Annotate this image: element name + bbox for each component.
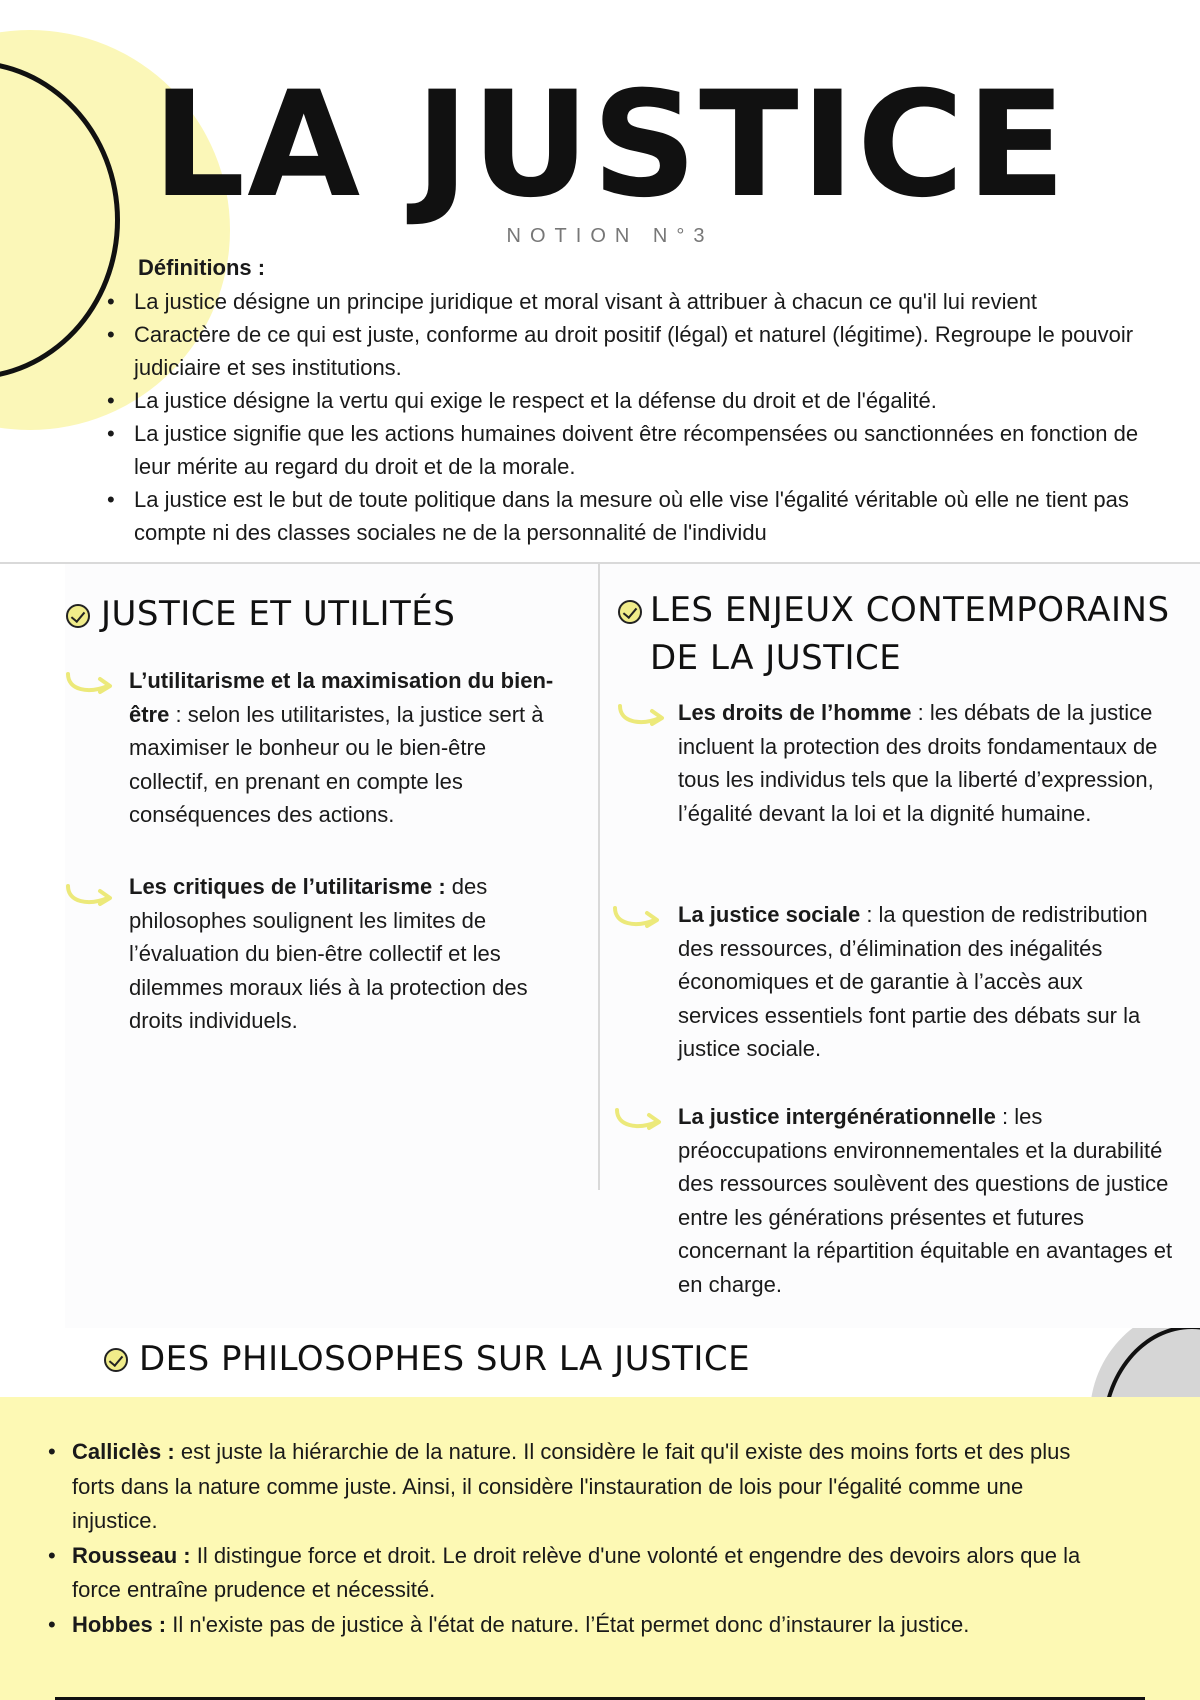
definition-item: • Caractère de ce qui est juste, conforme au droit positif (légal) et naturel (légitime). Regroupe le pouvoir judiciaire et ses institutions. [134,318,1154,384]
list-item [678,1100,1178,1301]
list-item [129,664,559,832]
curved-arrow-icon [611,902,663,932]
curved-arrow-icon [613,1104,665,1134]
definition-item: • La justice désigne un principe juridique et moral visant à attribuer à chacun ce qu'il lui revient [134,285,1154,318]
item-text: : les débats de la justice incluent la protection des droits fondamentaux de tous les individus tels que la liberté d’expression, l’égalité devant la loi et la dignité humaine. [678,700,1158,826]
section-title-philosophes: DES PHILOSOPHES SUR LA JUSTICE [139,1339,751,1379]
section-title-line: DE LA JUSTICE [650,638,902,678]
section-title-utilites: JUSTICE ET UTILITÉS [101,594,456,634]
check-circle-icon [66,604,90,628]
column-divider [598,563,600,1190]
philosopher-name: Rousseau : [72,1542,191,1568]
curved-arrow-icon [64,668,116,698]
list-item [72,1435,1092,1539]
check-circle-icon [104,1348,128,1372]
section-title-line: LES ENJEUX CONTEMPORAINS [650,590,1170,630]
definition-item: • La justice désigne la vertu qui exige le respect et la défense du droit et de l'égalité. [134,384,1154,417]
list-item [72,1608,1092,1643]
list-item [72,1539,1092,1608]
definition-item: • La justice signifie que les actions humaines doivent être récompensées ou sanctionnées en fonction de leur mérite au regard du droit et de la morale. [134,417,1154,483]
item-title: La justice intergénérationnelle [678,1104,996,1129]
curved-arrow-icon [64,880,116,910]
page-subtitle: NOTION N°3 [506,225,714,247]
item-text: : selon les utilitaristes, la justice sert à maximiser le bonheur ou le bien-être collectif, en prenant en compte les conséquences des actions. [129,701,544,827]
item-text: Il distingue force et droit. Le droit relève d'une volonté et engendre des devoirs alors que la force entraîne prudence et nécessité. [72,1542,1081,1602]
item-text: des philosophes soulignent les limites de l’évaluation du bien-être collectif et les dilemmes moraux liés à la protection des droits individuels. [129,874,528,1033]
item-text: est juste la hiérarchie de la nature. Il considère le fait qu'il existe des moins forts et des plus forts dans la nature comme juste. Ainsi, il considère l'instauration de lois pour l'égalité comme une injustice. [72,1439,1071,1533]
section-title-enjeux [650,586,1170,682]
page-title: LA JUSTICE [152,60,1068,230]
curved-arrow-icon [616,700,668,730]
section-divider [0,562,1200,564]
item-title: La justice sociale [678,902,861,927]
philosopher-name: Calliclès : [72,1439,175,1464]
check-circle-icon [618,600,642,624]
item-title: Les droits de l’homme [678,700,912,725]
item-text: : les préoccupations environnementales et la durabilité des ressources soulèvent des questions de justice entre les générations présentes et futures concernant la répartition équitable en avantages et en charge. [678,1104,1173,1297]
philosophers-list [72,1435,1092,1642]
definition-item: • La justice est le but de toute politique dans la mesure où elle vise l'égalité véritable où elle ne tient pas compte ni des classes sociales ne de la personnalité de l'individu [134,483,1154,549]
item-title: L’utilitarisme et la maximisation du bien-être [129,668,554,727]
definitions-list [134,285,1154,549]
list-item [678,898,1163,1066]
item-title: Les critiques de l’utilitarisme : [129,874,446,899]
item-text: Il n'existe pas de justice à l'état de nature. l’État permet donc d’instaurer la justice. [166,1611,970,1637]
list-item [129,870,559,1038]
definitions-heading: Définitions : [138,255,266,280]
list-item [678,696,1163,830]
philosopher-name: Hobbes : [72,1611,167,1637]
item-text: : la question de redistribution des ressources, d’élimination des inégalités économiques et de garantie à l’accès aux services essentiels font partie des débats sur la justice sociale. [678,902,1148,1061]
